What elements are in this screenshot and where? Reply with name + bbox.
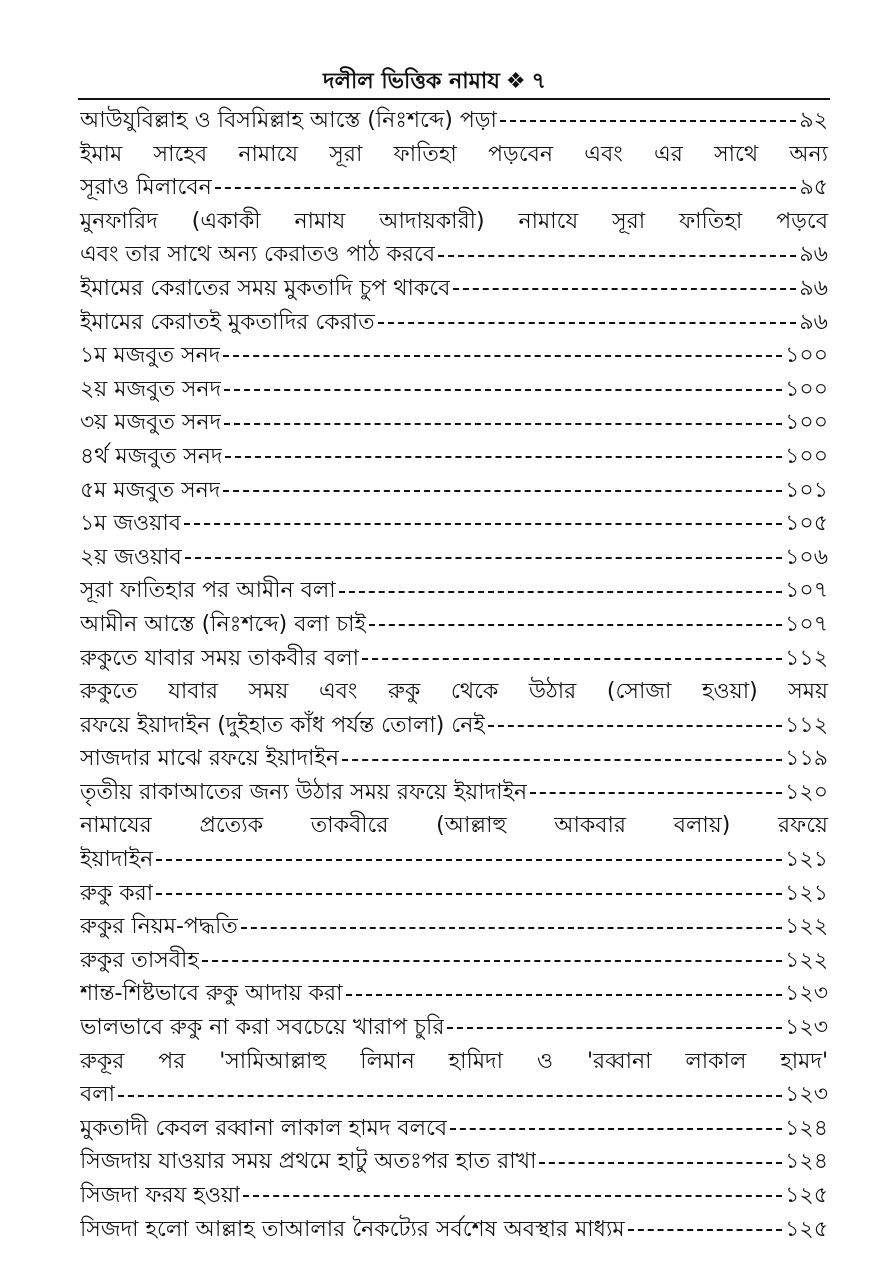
toc-entry bbox=[80, 877, 828, 911]
toc-entry bbox=[80, 742, 828, 776]
toc-entry bbox=[80, 574, 828, 608]
toc-page-number: ১২১ bbox=[785, 847, 828, 873]
dot-leader bbox=[488, 724, 782, 727]
toc-entry-text: ইমামের কেরাতের সময় মুকতাদি চুপ থাকবে bbox=[80, 275, 451, 301]
toc-entry-text: মুনফারিদ (একাকী নামায আদায়কারী) নামাযে সূরা ফাতিহা পড়বে bbox=[80, 208, 828, 234]
dot-leader bbox=[346, 993, 783, 996]
toc-entry-text: রফয়ে ইয়াদাইন (দুইহাত কাঁধ পর্যন্ত তোলা) নেই bbox=[80, 712, 485, 738]
toc-page-number: ১২৪ bbox=[785, 1115, 828, 1141]
toc-page-number: ১২৩ bbox=[785, 1015, 828, 1041]
toc-entry-text: সিজদা ফরয হওয়া bbox=[80, 1183, 241, 1208]
dot-leader bbox=[202, 959, 782, 962]
toc-entry bbox=[80, 1145, 828, 1179]
toc-entry bbox=[80, 809, 828, 876]
dot-leader bbox=[450, 1127, 782, 1130]
dot-leader bbox=[628, 1228, 783, 1231]
table-of-contents bbox=[80, 104, 828, 1246]
toc-entry-text: এবং তার সাথে অন্য কেরাতও পাঠ করবে bbox=[80, 242, 436, 268]
toc-entry bbox=[80, 608, 828, 642]
toc-entry-text: সিজদা হলো আল্লাহ তাআলার নৈকট্যের সর্বশেষ অবস্থার মাধ্যম bbox=[80, 1216, 625, 1242]
dot-leader bbox=[362, 657, 782, 660]
toc-entry bbox=[80, 1112, 828, 1146]
toc-page-number: ১২৫ bbox=[785, 1216, 828, 1242]
toc-page-number: ১১২ bbox=[785, 712, 828, 738]
dot-leader bbox=[500, 119, 797, 122]
toc-entry bbox=[80, 1179, 828, 1213]
toc-page-number: ১২২ bbox=[785, 914, 828, 940]
toc-entry bbox=[80, 205, 828, 272]
toc-page-number: ১২২ bbox=[785, 947, 828, 973]
toc-page-number: ১২৩ bbox=[785, 981, 828, 1007]
toc-entry-text: আমীন আস্তে (নিঃশব্দে) বলা চাই bbox=[80, 611, 366, 637]
dot-leader bbox=[243, 1194, 782, 1197]
toc-entry-text: ভালভাবে রুকু না করা সবচেয়ে খারাপ চুরি bbox=[80, 1015, 445, 1041]
toc-entry-text: রুকূর পর 'সামিআল্লাহু লিমান হামিদা ও 'রব্বানা লাকাল হামদ' bbox=[80, 1048, 828, 1074]
toc-entry-text: ৩য় মজবুত সনদ bbox=[80, 410, 222, 436]
toc-page-number: ১০৫ bbox=[785, 511, 828, 537]
toc-page-number: ১২৫ bbox=[785, 1183, 828, 1208]
toc-page-number: ৯৫ bbox=[799, 175, 828, 201]
dot-leader bbox=[447, 1026, 782, 1029]
toc-entry bbox=[80, 977, 828, 1011]
dot-leader bbox=[378, 321, 797, 324]
toc-entry bbox=[80, 373, 828, 407]
toc-entry-text: রুকুর নিয়ম-পদ্ধতি bbox=[80, 914, 238, 940]
page-number: ৭ bbox=[531, 69, 546, 94]
dot-leader bbox=[118, 1094, 782, 1097]
toc-entry-text: ২য় জওয়াব bbox=[80, 544, 182, 570]
separator-glyph: ❖ bbox=[505, 69, 526, 94]
dot-leader bbox=[184, 522, 782, 525]
dot-leader bbox=[539, 1161, 782, 1164]
dot-leader bbox=[223, 354, 782, 357]
toc-entry bbox=[80, 507, 828, 541]
toc-entry bbox=[80, 910, 828, 944]
toc-entry bbox=[80, 642, 828, 676]
toc-entry-text: ইয়াদাইন bbox=[80, 847, 154, 873]
toc-entry bbox=[80, 339, 828, 373]
toc-entry-text: ৪র্থ মজবুত সনদ bbox=[80, 443, 223, 469]
toc-entry bbox=[80, 1213, 828, 1247]
dot-leader bbox=[156, 858, 782, 861]
toc-page-number: ১০১ bbox=[785, 477, 828, 503]
dot-leader bbox=[453, 287, 796, 290]
toc-entry-text: বলা bbox=[80, 1082, 116, 1108]
toc-page-number: ৯৬ bbox=[799, 275, 828, 301]
toc-entry-text: সূরাও মিলাবেন bbox=[80, 175, 212, 201]
toc-entry-text: রুকুর তাসবীহ bbox=[80, 947, 199, 973]
dot-leader bbox=[156, 892, 782, 895]
toc-entry-text: ইমাম সাহেব নামাযে সূরা ফাতিহা পড়বেন এবং এর সাথে অন্য bbox=[80, 141, 828, 167]
toc-page-number: ১২৪ bbox=[785, 1149, 828, 1175]
toc-page-number: ৯২ bbox=[799, 108, 828, 133]
toc-entry-text: রুকুতে যাবার সময় তাকবীর বলা bbox=[80, 645, 360, 671]
toc-page-number: ১০০ bbox=[785, 443, 828, 469]
toc-page-number: ১০০ bbox=[785, 343, 828, 369]
toc-page-number: ৯৬ bbox=[799, 242, 828, 268]
toc-entry-text: ২য় মজবুত সনদ bbox=[80, 376, 222, 402]
toc-entry-text: ১ম জওয়াব bbox=[80, 511, 181, 537]
dot-leader bbox=[185, 556, 782, 559]
toc-page-number: ১২১ bbox=[785, 880, 828, 906]
toc-page-number: ১০৬ bbox=[785, 544, 828, 570]
toc-page-number: ১২৩ bbox=[785, 1082, 828, 1108]
toc-entry-text: সিজদায় যাওয়ার সময় প্রথমে হাটু অতঃপর হাত রাখা bbox=[80, 1149, 537, 1175]
toc-page-number: ১০০ bbox=[785, 376, 828, 402]
dot-leader bbox=[530, 791, 782, 794]
dot-leader bbox=[342, 758, 782, 761]
toc-entry-text: ৫ম মজবুত সনদ bbox=[80, 477, 221, 503]
toc-entry bbox=[80, 104, 828, 138]
running-header bbox=[0, 64, 869, 101]
toc-entry-text: রুকু করা bbox=[80, 880, 154, 906]
dot-leader bbox=[225, 455, 782, 458]
toc-entry bbox=[80, 1045, 828, 1112]
toc-page-number: ১০৭ bbox=[785, 578, 828, 604]
dot-leader bbox=[241, 926, 782, 929]
toc-entry bbox=[80, 541, 828, 575]
dot-leader bbox=[223, 489, 782, 492]
dot-leader bbox=[224, 388, 782, 391]
toc-entry-text: আউযুবিল্লাহ ও বিসমিল্লাহ আস্তে (নিঃশব্দে) পড়া bbox=[80, 108, 497, 133]
toc-entry bbox=[80, 440, 828, 474]
dot-leader bbox=[339, 590, 782, 593]
toc-page-number: ১১২ bbox=[785, 645, 828, 671]
toc-entry bbox=[80, 944, 828, 978]
toc-page-number: ১১৯ bbox=[785, 746, 828, 772]
toc-entry bbox=[80, 1011, 828, 1045]
toc-page-number: ৯৬ bbox=[799, 309, 828, 335]
dot-leader bbox=[438, 254, 796, 257]
toc-entry-text: মুকতাদী কেবল রব্বানা লাকাল হামদ বলবে bbox=[80, 1115, 448, 1141]
dot-leader bbox=[215, 186, 797, 189]
toc-entry bbox=[80, 138, 828, 205]
toc-entry-text: ১ম মজবুত সনদ bbox=[80, 343, 221, 369]
toc-entry-text: ইমামের কেরাতই মুকতাদির কেরাত bbox=[80, 309, 375, 335]
toc-entry-text: সূরা ফাতিহার পর আমীন বলা bbox=[80, 578, 336, 604]
toc-entry bbox=[80, 406, 828, 440]
toc-entry-text: শান্ত-শিষ্টভাবে রুকু আদায় করা bbox=[80, 981, 343, 1007]
toc-entry-text: সাজদার মাঝে রফয়ে ইয়াদাইন bbox=[80, 746, 339, 772]
toc-entry-text: রুকুতে যাবার সময় এবং রুকু থেকে উঠার (সোজা হওয়া) সময় bbox=[80, 679, 828, 705]
toc-page-number: ১২০ bbox=[785, 779, 828, 805]
toc-page-number: ১০৭ bbox=[785, 611, 828, 637]
toc-entry-text: তৃতীয় রাকাআতের জন্য উঠার সময় রফয়ে ইয়াদাইন bbox=[80, 779, 528, 805]
dot-leader bbox=[369, 623, 782, 626]
toc-entry-text: নামাযের প্রত্যেক তাকবীরে (আল্লাহু আকবার বলায়) রফয়ে bbox=[80, 813, 828, 839]
header-rule bbox=[78, 98, 830, 100]
toc-entry bbox=[80, 272, 828, 306]
toc-entry bbox=[80, 306, 828, 340]
toc-entry bbox=[80, 474, 828, 508]
dot-leader bbox=[224, 422, 782, 425]
book-title: দলীল ভিত্তিক নামায bbox=[323, 69, 500, 94]
toc-entry bbox=[80, 776, 828, 810]
toc-page-number: ১০০ bbox=[785, 410, 828, 436]
toc-entry bbox=[80, 675, 828, 742]
